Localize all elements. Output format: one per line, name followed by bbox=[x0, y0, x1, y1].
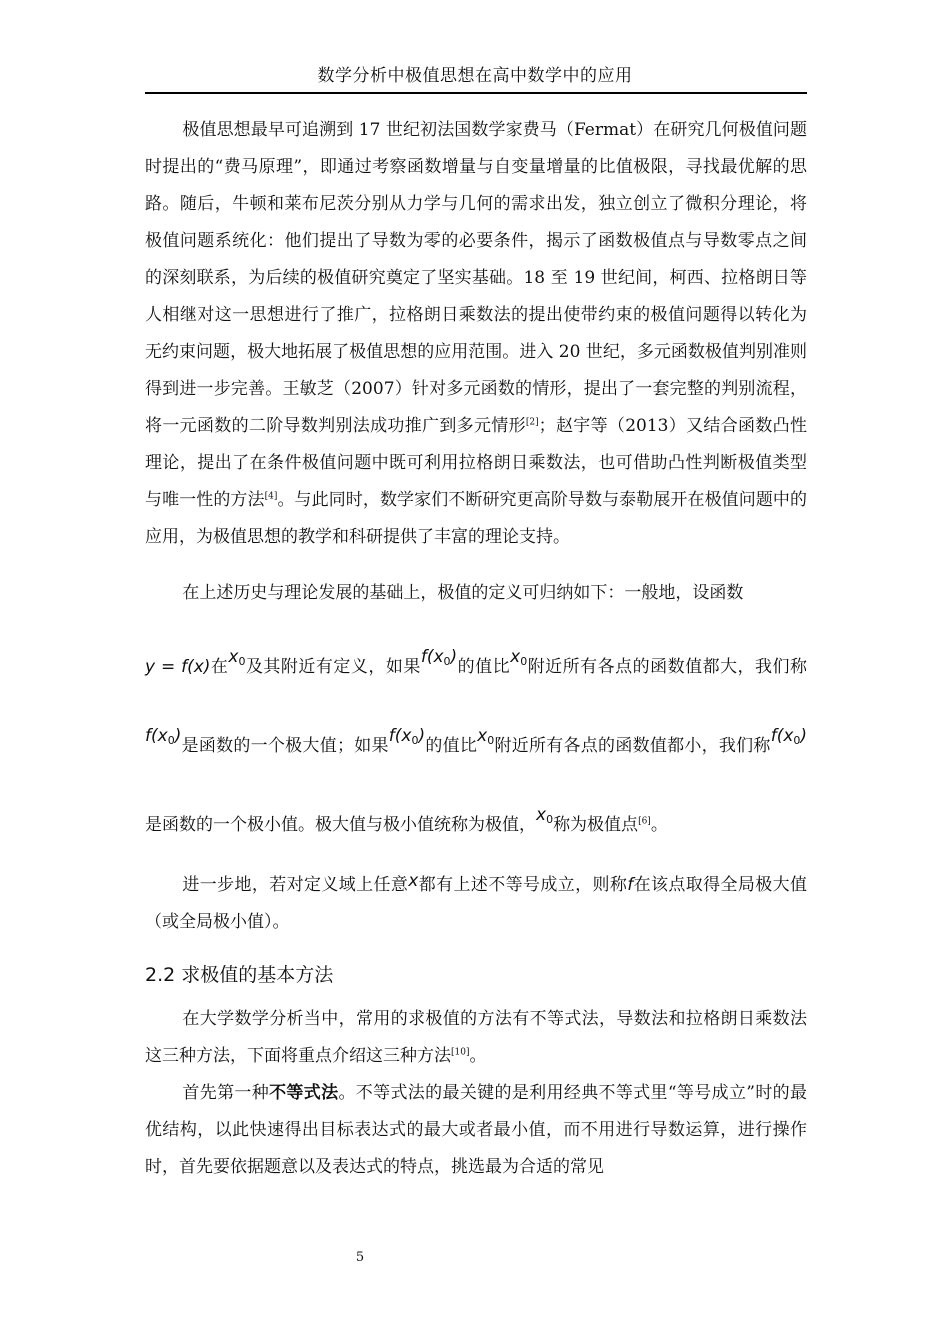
paragraph-text: 都有上述不等号成立，则称 bbox=[418, 875, 628, 895]
formula-y-fx: y = f(x) bbox=[145, 657, 211, 677]
paragraph-text: 及其附近有定义，如果 bbox=[245, 657, 421, 677]
formula-f-x0: $f(x_0)$ bbox=[770, 726, 808, 747]
paragraph-text: 附近所有各点的函数值都小，我们称 bbox=[494, 736, 771, 756]
paragraph-text: 在 bbox=[210, 657, 229, 677]
formula-f: f bbox=[627, 875, 634, 895]
formula-f-x0: $f(x_0)$ bbox=[145, 726, 182, 747]
paragraph-text: 在该点取得全局极大值（或全局极小值）。 bbox=[145, 875, 808, 932]
citation: [10] bbox=[451, 1047, 470, 1058]
paragraph-text: 。 bbox=[650, 815, 668, 835]
bold-term: 不等式法 bbox=[269, 1083, 339, 1103]
citation: [6] bbox=[638, 816, 651, 827]
paragraph-text: 在大学数学分析当中，常用的求极值的方法有不等式法，导数法和拉格朗日乘数法这三种方法，下面将重点介绍这三种方法 bbox=[145, 1009, 807, 1066]
formula-f-x0: $f(x_0)$ bbox=[420, 647, 458, 668]
formula-x0: $x_0$ bbox=[510, 647, 528, 668]
paragraph-text: 极值思想最早可追溯到 17 世纪初法国数学家费马（Fermat）在研究几何极值问题时提出的“费马原理”，即通过考察函数增量与自变量增量的比值极限，寻找最优解的思路。随后，牛顿和莱布尼茨分别从力学与几何的需求出发，独立创立了微积分理论，将极值问题系统化：他们提出了导数为零的必要条件，揭示了函数极值点与导数零点之间的深刻联系，为后续的极值研究奠定了坚实基础。18 至 19 世纪间，柯西、拉格朗日等人相继对这一思想进行了推广，拉格朗日乘数法的提出使带约束的极值问题得以转化为无约束问题，极大地拓展了极值思想的应用范围。进入 20 世纪，多元函数极值判别准则得到进一步完善。王敏芝（2007）针对多元函数的情形，提出了一套完整的判别流程，将一元函数的二阶导数判别法成功推广到多元情形 bbox=[145, 120, 807, 436]
paragraph-text: 。不等式法的最关键的是利用经典不等式里“等号成立”时的最优结构，以此快速得出目标表达式的最大或者最小值，而不用进行导数运算，进行操作时，首先要依据题意以及表达式的特点，挑选最为合适的常见 bbox=[145, 1083, 807, 1177]
formula-x: x bbox=[408, 871, 419, 891]
paragraph-text: 。 bbox=[469, 1046, 487, 1066]
formula-x0: $x_0$ bbox=[228, 647, 246, 668]
paragraph-text: 的值比 bbox=[457, 657, 511, 677]
formula-x0: $x_0$ bbox=[536, 805, 554, 826]
page-header-title: 数学分析中极值思想在高中数学中的应用 bbox=[317, 66, 633, 86]
paragraph-text: 是函数的一个极小值。极大值与极小值统称为极值， bbox=[145, 815, 536, 835]
paragraph-definition bbox=[145, 556, 807, 867]
paragraph-text: 是函数的一个极大值；如果 bbox=[181, 736, 389, 756]
paragraph-text: 首先第一种 bbox=[182, 1083, 270, 1103]
paragraph-global-extremum bbox=[145, 867, 807, 941]
citation: [4] bbox=[264, 491, 278, 502]
page-number: 5 bbox=[355, 1250, 365, 1265]
paragraph-text: 进一步地，若对定义域上任意 bbox=[182, 875, 409, 895]
citation: [2] bbox=[525, 417, 539, 428]
paragraph-text: 附近所有各点的函数值都大，我们称 bbox=[527, 657, 808, 677]
paragraph-methods bbox=[145, 1001, 807, 1075]
paragraph-text: ；赵宇等（2013）又结合函数凸性理论，提出了在条件极值问题中既可利用拉格朗日乘数法，也可借助凸性判断极值类型与唯一性的方法 bbox=[145, 416, 807, 510]
formula-x0: $x_0$ bbox=[477, 726, 495, 747]
paragraph-text: 。与此同时，数学家们不断研究更高阶导数与泰勒展开在极值问题中的应用，为极值思想的教学和科研提供了丰富的理论支持。 bbox=[145, 490, 808, 547]
page-body bbox=[145, 112, 807, 1186]
paragraph-inequality-method bbox=[145, 1075, 807, 1186]
paragraph-text: 的值比 bbox=[425, 736, 478, 756]
paragraph-text: 在上述历史与理论发展的基础上，极值的定义可归纳如下：一般地，设函数 bbox=[182, 583, 744, 603]
header-rule bbox=[145, 92, 807, 94]
section-heading: 2.2 求极值的基本方法 bbox=[145, 964, 334, 986]
formula-f-x0: $f(x_0)$ bbox=[388, 726, 426, 747]
paragraph-text: 称为极值点 bbox=[553, 815, 639, 835]
paragraph-history bbox=[145, 112, 807, 556]
